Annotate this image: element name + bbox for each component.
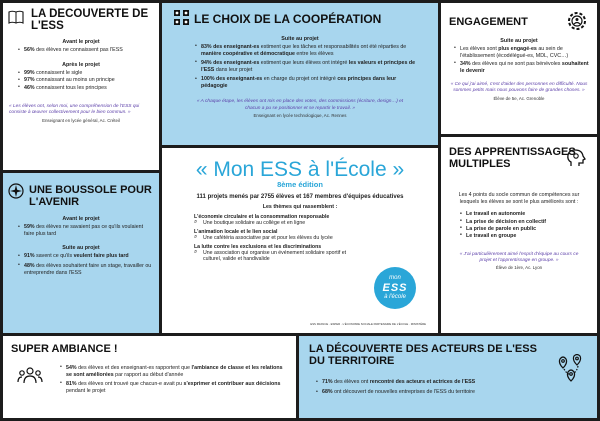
stat-list <box>449 46 589 76</box>
list-item: • 81% des élèves ont trouvé que chacun-e avait pu s'exprimer et contribuer aux décisions pendant le projet <box>59 381 288 395</box>
section-heading: Suite au projet <box>281 35 319 42</box>
main-title: « Mon ESS à l'École » <box>195 158 405 181</box>
stat-list <box>9 224 153 238</box>
section-heading: Avant le projet <box>62 216 100 223</box>
stat-list <box>9 253 153 276</box>
card-title: LA DÉCOUVERTE DES ACTEURS DE L'ESS DU TERRITOIRE <box>309 343 537 367</box>
book-icon <box>8 10 24 29</box>
quote: « J'ai particulièrement aimé l'esprit d'équipe au cours ce projet et l'apprentissage en groupe. » <box>459 251 579 264</box>
quote: « Ce qui j'ai aimé, c'est d'aider des personnes en difficulté. Nous sommes petits mais nous pouvons faire de grandes choses. » <box>450 82 588 94</box>
list-item: • 48% des élèves souhaitent faire un stage, travailler ou entreprendre dans l'ESS <box>17 263 153 277</box>
card-title: DES APPRENTISSAGES MULTIPLES <box>449 146 576 170</box>
theme-item: L'animation locale et le lien social ⌕ Une cafétéria associative par et pour les élèves du lycée <box>172 229 362 241</box>
stat-list <box>309 379 587 396</box>
stat-list <box>172 44 428 91</box>
card-ambiance <box>3 336 296 418</box>
skills-list <box>449 211 589 240</box>
list-item: • 83% des enseignant-es estiment que les tâches et responsabilités ont été réparties de manière coopérative et démocratique entre les élèves <box>194 44 422 58</box>
card-boussole <box>3 173 159 333</box>
group-people-icon <box>17 366 43 389</box>
summary-stats: 111 projets menés par 2755 élèves et 167 membres d'équipes éducatives <box>196 194 404 200</box>
card-title: UNE BOUSSOLE POUR L'AVENIR <box>29 184 152 208</box>
card-apprentissages <box>441 137 597 333</box>
card-title: LE CHOIX DE LA COOPÉRATION <box>194 12 382 26</box>
list-item: • La prise de décision en collectif <box>459 219 589 226</box>
partner-logos: ESS FRANCE · ESPER · L'ÉCONOMIE SOCIALE PARTENAIRE DE L'ÉCOLE · MINISTÈRE <box>310 322 426 326</box>
card-title: LA DECOUVERTE DE L'ESS <box>31 8 149 33</box>
list-item: • 100% des enseignant-es en charge du projet ont intégré ces principes dans leur pédagogie <box>194 76 422 90</box>
quote: « A chaque étape, les élèves ont mis en place des votes, des commissions (écriture, design…) et chacun a pu se positionner et se repartir le travail. » <box>196 99 404 111</box>
card-engagement <box>441 3 597 134</box>
list-item: • 54% des élèves et des enseignant-es rapportent que l'ambiance de classe et les relations se sont améliorées par rapport au début d'année <box>59 365 288 379</box>
list-item: • 59% des élèves ne savaient pas ce qu'ils voulaient faire plus tard <box>17 224 153 238</box>
list-item: • Le travail en groupe <box>459 233 589 240</box>
list-item: • 46% connaissent tous les principes <box>17 85 153 92</box>
quote-source: Élève de 5e, Ac. Grenoble <box>493 95 545 101</box>
card-cooperation <box>162 3 438 145</box>
list-item: • 94% des enseignant-es estiment que leurs élèves ont intégré les valeurs et principes de l'ESS dans leur projet <box>194 60 422 74</box>
intro-text: Les 4 points du socle commun de compétences sur lesquels les élèves se sont le plus améliorés sont : <box>458 192 580 206</box>
quote-source: Enseignant en lycée général, Ac. Créteil <box>42 118 120 124</box>
compass-icon <box>8 183 24 204</box>
list-item: • La prise de parole en public <box>459 226 589 233</box>
list-item: • 34% des élèves qui ne sont pas bénévoles souhaitent le devenir <box>453 61 589 75</box>
section-heading: Avant le projet <box>62 39 100 46</box>
edition-label: 8ème édition <box>277 180 323 189</box>
list-item: • 71% des élèves ont rencontré des acteurs et actrices de l'ESS <box>315 379 587 386</box>
theme-item: La lutte contre les exclusions et les discriminations ⌕ Une association qui organise un événement solidaire sportif et culturel, valide et handivalide <box>172 244 362 262</box>
list-item: • 91% savent ce qu'ils veulent faire plus tard <box>17 253 153 260</box>
quote: « Les élèves ont, selon moi, une compréhension de l'ESS qui consiste à œuvrer collectivement pour le bien commun. » <box>9 103 140 115</box>
stat-list <box>11 365 288 396</box>
section-heading: Après le projet <box>62 62 100 69</box>
list-item: • 56% des élèves ne connaissent pas l'ESS <box>17 47 153 54</box>
card-title: ENGAGEMENT <box>449 16 528 28</box>
card-title: SUPER AMBIANCE ! <box>11 343 118 355</box>
gear-people-icon <box>565 9 589 38</box>
quote-source: Élève de 1ère, Ac. Lyon <box>495 265 543 271</box>
quote-source: Enseignant en lycée technologique, Ac. Rennes <box>253 112 347 118</box>
stat-list <box>9 70 153 91</box>
card-acteurs <box>299 336 597 418</box>
list-item: • 68% ont découvert de nouvelles entreprises de l'ESS du territoire <box>315 389 587 396</box>
list-item: • 97% connaissant au moins un principe <box>17 77 153 84</box>
section-heading: Suite au projet <box>500 37 538 44</box>
mon-ess-logo: mon ESS à l'école <box>374 267 416 309</box>
stat-list <box>9 47 153 54</box>
card-decouverte-ess <box>3 3 159 170</box>
card-main <box>162 148 438 333</box>
section-heading: Suite au projet <box>62 245 100 252</box>
brain-gear-icon <box>565 147 587 174</box>
list-item: • Le travail en autonomie <box>459 211 589 218</box>
list-item: • Les élèves sont plus engagé-es au sein de l'établissement (écodélégué-es, MDL, CVC…) <box>453 46 589 60</box>
cooperation-arrows-icon <box>173 9 190 31</box>
theme-item: L'économie circulaire et la consommation responsable ⌕ Une boutique solidaire au collège et en ligne <box>172 214 362 226</box>
list-item: • 99% connaissent le sigle <box>17 70 153 77</box>
themes-heading: Les thèmes qui rassemblent : <box>262 204 338 210</box>
